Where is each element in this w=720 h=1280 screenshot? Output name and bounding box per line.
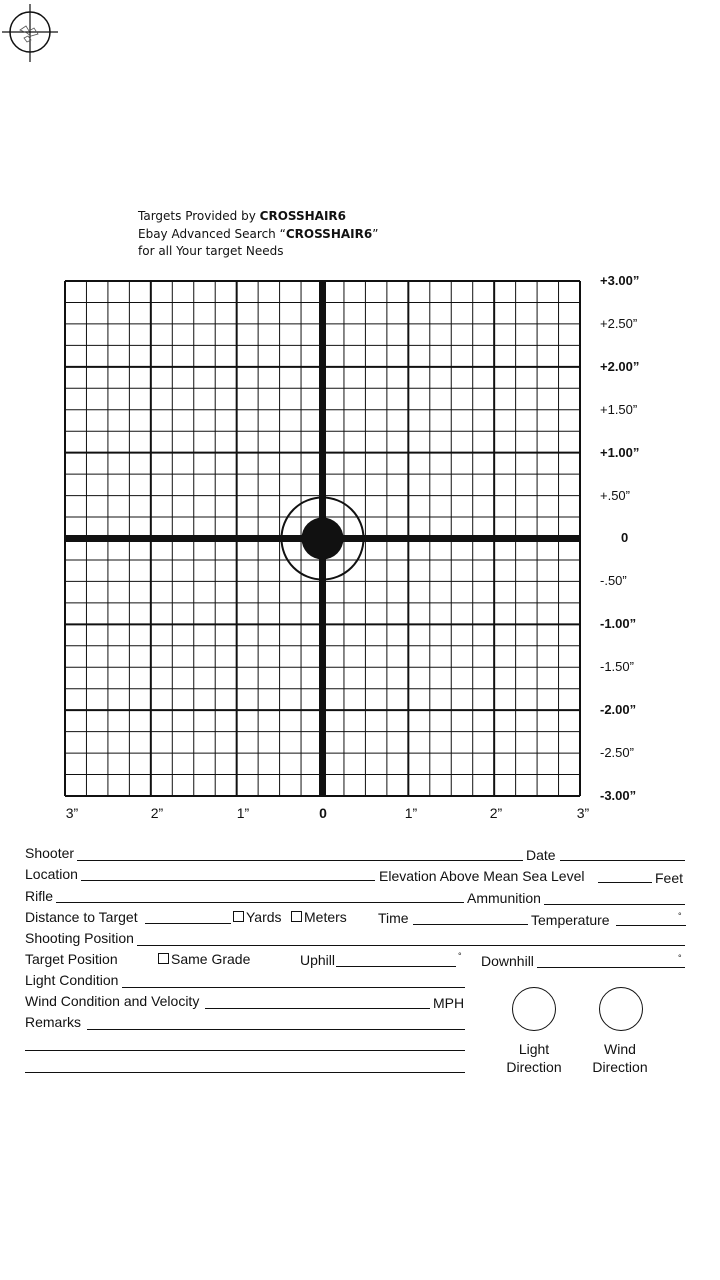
y-axis-label: -3.00” [600, 787, 637, 803]
temperature-degree: ° [678, 911, 682, 921]
y-axis-label: +3.00” [600, 273, 640, 288]
remarks-label: Remarks [25, 1014, 82, 1030]
time-field[interactable] [413, 924, 528, 925]
distance-label: Distance to Target [25, 909, 138, 925]
yards-option[interactable]: Yards [233, 909, 282, 925]
meters-checkbox[interactable] [291, 911, 302, 922]
x-axis-label: 1” [404, 805, 418, 821]
yards-checkbox[interactable] [233, 911, 244, 922]
downhill-label: Downhill [481, 953, 534, 969]
same-grade-checkbox[interactable] [158, 953, 169, 964]
light-direction-circle[interactable] [512, 987, 556, 1031]
light-condition-field[interactable] [122, 987, 465, 988]
ammunition-label: Ammunition [467, 890, 541, 906]
rifle-field[interactable] [56, 902, 464, 903]
header-line-1: Targets Provided by CROSSHAIR6 [138, 209, 347, 223]
y-axis-label: +2.00” [600, 358, 640, 374]
remarks-line-2[interactable] [25, 1050, 465, 1051]
y-axis-label: -.50” [600, 573, 627, 589]
shooter-field[interactable] [77, 860, 523, 861]
y-axis-label: +2.50” [600, 315, 638, 331]
feet-label: Feet [655, 870, 684, 886]
rifle-label: Rifle [25, 888, 54, 904]
location-field[interactable] [81, 880, 375, 881]
elevation-field[interactable] [598, 882, 652, 883]
uphill-label: Uphill [300, 952, 336, 968]
y-axis-label: 0 [621, 530, 629, 546]
ammunition-field[interactable] [544, 904, 685, 905]
distance-field[interactable] [145, 923, 231, 924]
date-label: Date [526, 847, 556, 863]
light-direction-label: Light Direction [506, 1041, 562, 1075]
mph-label: MPH [433, 995, 465, 1011]
downhill-field[interactable] [537, 967, 685, 968]
meters-option[interactable]: Meters [291, 909, 347, 925]
date-field[interactable] [560, 860, 685, 861]
shooting-position-label: Shooting Position [25, 930, 134, 946]
x-axis-label: 2” [150, 805, 164, 821]
y-axis-label: -1.00” [600, 616, 637, 632]
x-axis-label: 1” [236, 805, 250, 821]
wind-condition-label: Wind Condition and Velocity [25, 993, 200, 1009]
wind-direction-label: Wind Direction [592, 1041, 648, 1075]
y-axis-label: +1.50” [600, 401, 638, 417]
y-axis-label: -2.50” [600, 744, 634, 760]
x-axis-label: 2” [489, 805, 503, 821]
temperature-field[interactable] [616, 925, 686, 926]
uphill-field[interactable] [336, 966, 456, 967]
remarks-field[interactable] [87, 1029, 465, 1030]
remarks-line-3[interactable] [25, 1072, 465, 1073]
shooting-position-field[interactable] [137, 945, 685, 946]
header-line-3: for all Your target Needs [138, 244, 284, 258]
same-grade-option[interactable]: Same Grade [158, 951, 250, 967]
wind-direction-circle[interactable] [599, 987, 643, 1031]
light-condition-label: Light Condition [25, 972, 119, 988]
y-axis-label: -2.00” [600, 702, 637, 717]
x-axis-label: 3” [65, 805, 79, 821]
elevation-label: Elevation Above Mean Sea Level [379, 868, 585, 884]
header-line-2: Ebay Advanced Search “CROSSHAIR6” [138, 227, 379, 241]
uphill-degree: ° [458, 951, 462, 961]
bullseye-center [302, 518, 344, 560]
temperature-label: Temperature [531, 912, 610, 928]
shooter-label: Shooter [25, 845, 75, 861]
y-axis-label: -1.50” [600, 659, 634, 675]
x-axis-label: 3” [576, 805, 590, 821]
x-axis-label: 0 [319, 805, 327, 821]
downhill-degree: ° [678, 953, 682, 963]
location-label: Location [25, 866, 78, 882]
y-axis-label: +.50” [600, 487, 630, 503]
wind-condition-field[interactable] [205, 1008, 430, 1009]
time-label: Time [378, 910, 409, 926]
y-axis-label: +1.00” [600, 444, 640, 460]
target-position-label: Target Position [25, 951, 118, 967]
